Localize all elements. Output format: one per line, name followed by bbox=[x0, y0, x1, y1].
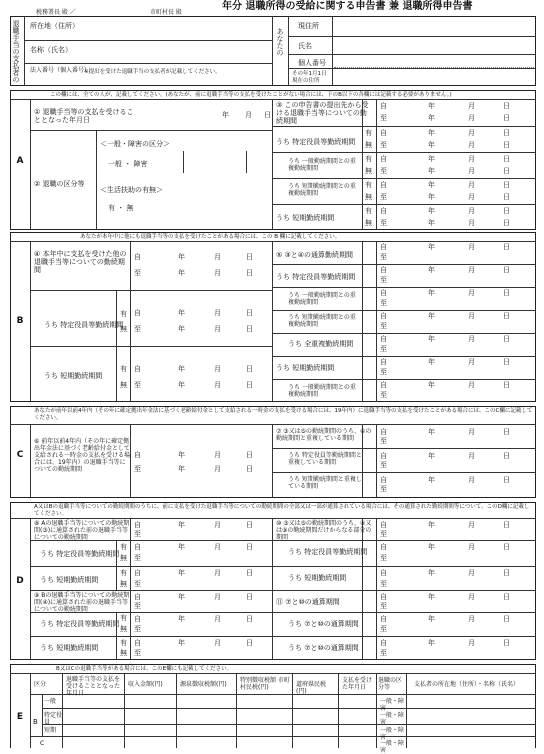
e-row-short: 短期 bbox=[44, 727, 57, 734]
b-r1-label: うち 特定役員等勤続期間 bbox=[44, 321, 124, 329]
d-q8-r2-label: うち 短期勤続期間 bbox=[40, 576, 99, 584]
applicant-id-label: 個人番号 bbox=[298, 59, 326, 67]
d-s2-label: うち 短期勤続期間 bbox=[288, 574, 347, 582]
payer-address-label: 所在地（住所） bbox=[30, 22, 79, 30]
c-q6-period-grid[interactable]: 自 至 年 年 月 月 日 日 bbox=[134, 451, 253, 473]
a-r2-label: うち 一般勤続期間との重複勤続期間 bbox=[288, 158, 356, 172]
e-kubun-opt-4[interactable]: 一般・障害 bbox=[380, 740, 405, 754]
e-col-kubun: 区分 bbox=[34, 681, 47, 688]
payer-name-field[interactable] bbox=[82, 42, 272, 62]
a-kubun-label: ＜一般・障害の区分＞ bbox=[100, 140, 170, 148]
e-col-retire-kubun: 退職の区分等 bbox=[378, 677, 403, 691]
applicant-jan-label: その年1月1日現在の住所 bbox=[292, 71, 327, 84]
c-right-period-grid[interactable]: 自 至 年 月 日 自 至 年 月 日 自 至 年 月 日 bbox=[380, 428, 510, 493]
b-left-period-grid[interactable]: 自 至 年 年 月 月 日 日 自 至 年 年 月 月 日 日 自 至 年 年 月 月 日 日 bbox=[134, 253, 253, 389]
e-row-c: C bbox=[40, 740, 45, 747]
b-s1-label: うち 特定役員等勤続期間 bbox=[276, 273, 356, 281]
d-s1-label: うち 特定役員等勤続期間 bbox=[288, 548, 368, 556]
section-a-note: この欄には、全ての人が、記載してください。(あなたが、前に退職手当等の支払を受けたことがない場合には、下のB以下の各欄には記載する必要がありません。) bbox=[50, 92, 452, 98]
d-s4-label: うち ⑦と⑩の通算期間 bbox=[288, 644, 359, 652]
tax-office-label: 税務署長 殿 ／ bbox=[36, 9, 76, 16]
c-r2-label: うち 短期勤続期間と重複している期間 bbox=[288, 476, 362, 490]
e-kubun-opt-1[interactable]: 一般・障害 bbox=[380, 698, 405, 712]
section-a-letter: A bbox=[16, 156, 24, 166]
a-period-grid[interactable]: 自 至 年 年 月 月 日 日 自 至 年 年 月 月 日 日 自 至 年 年 月 月 日 日 自 至 年 年 月 月 日 日 自 至 年 年 月 月 日 日 bbox=[380, 102, 510, 227]
b-r2-label: うち 短期勤続期間 bbox=[44, 372, 103, 380]
b-right-period-grid[interactable]: 自 至 年 月 日 自 至 年 月 日 自 至 年 月 日 自 至 年 月 日 自 至 年 月 日 自 至 年 月 日 自 至 年 月 日 bbox=[380, 243, 510, 399]
e-col-withholding: 源泉徴収税額(円) bbox=[180, 681, 227, 688]
applicant-name-label: 氏名 bbox=[298, 42, 312, 50]
e-data-rows[interactable] bbox=[64, 696, 534, 748]
b-s6-label: うち 一般勤続期間との重複勤続期間 bbox=[288, 384, 356, 398]
e-col-pref-tax: 道府県民税(円) bbox=[296, 681, 327, 695]
d-q8-r1-label: うち 特定役員等勤続期間 bbox=[40, 550, 120, 558]
d-q9-label: ⑨ Bの退職手当等についての勤続期間(④)に通算された前の退職手当等についての勤続期間 bbox=[34, 592, 130, 613]
e-kubun-opt-3[interactable]: 一般・障害 bbox=[380, 727, 405, 741]
c-q7-label: ⑦ ③又は⑤の勤続期間のうち、⑥の勤続期間と重複している期間 bbox=[276, 428, 372, 442]
c-r1-label: うち 特定役員等勤続期間と重複している期間 bbox=[288, 452, 362, 466]
b-s3-label: うち 短期勤続期間との重複勤続期間 bbox=[288, 314, 356, 328]
section-c-letter: C bbox=[16, 450, 24, 460]
a-r3-label: うち 短期勤続期間との重複勤続期間 bbox=[288, 183, 356, 197]
d-left-period-grid[interactable]: 自 至 年 月 日 自 至 年 月 日 自 至 年 月 日 自 至 年 月 日 自 至 年 月 日 自 至 年 月 日 bbox=[134, 521, 253, 657]
e-col-paid-date: 支払を受けた年月日 bbox=[342, 677, 373, 691]
d-q11-label: ⑪ ⑦と⑩の通算期間 bbox=[276, 598, 340, 606]
applicant-side-label: あなたの bbox=[276, 28, 284, 56]
e-col-date: 退職手当等の支払を受けることとなった年月日 bbox=[66, 676, 121, 697]
applicant-jan-address-field[interactable] bbox=[334, 70, 534, 85]
d-s3-label: うち ⑦と⑩の通算期間 bbox=[288, 620, 359, 628]
payer-name-label: 名称（氏名） bbox=[30, 46, 72, 54]
payer-address-field[interactable] bbox=[82, 18, 272, 38]
e-row-general: 一般 bbox=[44, 698, 57, 705]
section-d-note: A又はBの退職手当等についての勤続期間のうちに、前に支払を受けた退職手当等についての勤続期間の全部又は一部が通算されている場合には、その通算された勤続期間等について、このD欄に記載してください。 bbox=[34, 504, 530, 517]
e-row-officer: 特定役員 bbox=[44, 712, 63, 726]
e-col-city-tax: 特別徴収税額 市町村民税(円) bbox=[240, 677, 290, 691]
d-right-period-grid[interactable]: 自 至 年 月 日 自 至 年 月 日 自 至 年 月 日 自 至 年 月 日 自 至 年 月 日 自 至 年 月 日 bbox=[380, 521, 510, 657]
applicant-address-label: 現住所 bbox=[298, 22, 319, 30]
section-b-note: あなたが本年中に他にも退職手当等の支払を受けたことがある場合には、この B 欄に記載してください。 bbox=[80, 234, 341, 240]
e-row-b-label: B bbox=[33, 718, 38, 726]
section-b-letter: B bbox=[16, 316, 24, 326]
c-q6-label: ⑥ 前年以前4年内（その年に確定拠出年金法に基づく老齢給付金として支給される一時金の支払を受ける場合には、19年内）の退職手当等についての勤続期間 bbox=[34, 438, 131, 473]
tax-form-page: 税務署長 殿 ／ 市町村長 殿 年分 退職所得の受給に関する申告書 兼 退職所得申告書 退職手当の支払者の 所在地（住所） 名称（氏名） 法人番号（個人番号） ※提出を受けた退職手当の支払者が記載してください。 あなたの 現住所 氏名 個人番号 その年1月1日現在の住所 この欄には、全ての人が、記載してください。(あなたが、前に退職手当等の支払を受けたことがない場合には、下のB以下の各欄には記載する必要がありません。) A ① 退職手当等の支払を受けることとなった年月日 年 月 日 ② 退職の区分等 ＜一般・障害の区分＞ 一般 ・ 障害 ＜生活扶助の有無＞ 有 ・ 無 ③ この申告書の提出先から受ける退職手当等についての勤続期間 うち 特定役員等勤続期間 うち 一般勤続期間との重複勤続期間 うち 短期勤続期間との重複勤続期間 うち 短期勤続期間 自 至 年 年 月 月 日 日 自 至 年 年 月 月 日 日 自 至 年 年 月 月 日 日 自 至 年 年 月 月 日 日 自 至 年 年 月 月 日 日 有 無 有 無 有 無 有 無 あなたが本年中に他にも退職手当等の支払を受けたことがある場合には、この B 欄に記載してください。 B ④ 本年中に支払を受けた他の退職手当等についての勤続期間 うち 特定役員等勤続期間 うち 短期勤続期間 有 無 有 無 自 至 年 年 月 月 日 日 自 至 年 年 月 月 日 日 自 至 年 年 月 月 日 日 ⑤ ③と④の通算勤続期間 うち 特定役員等勤続期間 うち 一般勤続期間との重複勤続期間 うち 短期勤続期間との重複勤続期間 うち 全重複勤続期間 うち 短期勤続期間 うち 一般勤続期間との重複勤続期間 自 至 年 月 日 自 至 年 月 日 自 至 年 月 日 自 至 年 月 日 自 至 年 月 日 自 至 年 月 日 自 至 年 月 日 あなたが前年以前4年内（その年に確定拠出年金法に基づく老齢給付金として支給される一時金の支払を受ける場合には、19年内）に退職手当等の支払を受けたことがある場合には、このC欄に記載してください。 C ⑥ 前年以前4年内（その年に確定拠出年金法に基づく老齢給付金として支給される一時金の支払を受ける場合には、19年内）の退職手当等についての勤続期間 自 至 年 年 月 月 日 日 ⑦ ③又は⑤の勤続期間のうち、⑥の勤続期間と重複している期間 うち 特定役員等勤続期間と重複している期間 うち 短期勤続期間と重複している期間 自 至 年 月 日 自 至 年 月 日 自 至 年 月 日 A又はBの退職手当等についての勤続期間のうちに、前に支払を受けた退職手当等についての勤続期間の全部又は一部が通算されている場合には、その通算された勤続期間等について、このD欄に記載してください。 D ⑧ Aの退職手当等についての勤続期間(③)に通算された前の退職手当等についての勤続期間 うち 特定役員等勤続期間 うち 短期勤続期間 ⑨ Bの退職手当等についての勤続期間(④)に通算された前の退職手当等についての勤続期間 うち 特定役員等勤続期間 うち 短期勤続期間 有 無 有 無 有 無 有 無 自 至 年 月 日 自 至 年 月 日 自 至 年 月 日 自 至 年 月 日 自 至 年 月 日 自 至 年 月 日 ⑩ ③又は⑤の勤続期間のうち、⑧又は⑨の勤続期間だけからなる部分の期間 うち 特定役員等勤続期間 うち 短期勤続期間 ⑪ ⑦と⑩の通算期間 うち ⑦と⑩の通算期間 うち ⑦と⑩の通算期間 自 至 年 月 日 自 至 年 月 日 自 至 年 月 日 自 至 年 月 日 自 至 年 月 日 自 至 年 月 日 B又はCの退職手当等がある場合には、このE欄にも記載してください。 E 区分 退職手当等の支払を受けることとなった年月日 収入金額(円) 源泉徴収税額(円) 特別徴収税額 市町村民税(円) 道府県民税(円) 支払を受けた年月日 退職の区分等 支払者の所在地（住所）・名称（氏名） B 一般 特定役員 短期 C 一般・障害 一般・障害 一般・障害 一般・障害 bbox=[0, 0, 544, 748]
a-q1-label: ① 退職手当等の支払を受けることとなった年月日 bbox=[34, 108, 134, 124]
city-office-label: 市町村長 殿 bbox=[150, 9, 182, 16]
b-q5-label: ⑤ ③と④の通算勤続期間 bbox=[276, 251, 354, 259]
a-kubun-bracket bbox=[183, 151, 247, 173]
applicant-id-field[interactable] bbox=[334, 56, 534, 68]
payer-id-label: 法人番号（個人番号） bbox=[30, 67, 91, 74]
e-kubun-opt-2[interactable]: 一般・障害 bbox=[380, 712, 405, 726]
a-r1-label: うち 特定役員等勤続期間 bbox=[276, 138, 356, 146]
e-col-income: 収入金額(円) bbox=[128, 681, 163, 688]
a-q1-date-field[interactable] bbox=[140, 104, 270, 126]
applicant-address-field[interactable] bbox=[334, 18, 534, 34]
b-s4-label: うち 全重複勤続期間 bbox=[288, 340, 354, 348]
d-q8-label: ⑧ Aの退職手当等についての勤続期間(③)に通算された前の退職手当等についての勤続期間 bbox=[34, 520, 130, 541]
a-r4-label: うち 短期勤続期間 bbox=[276, 214, 335, 222]
a-q3-label: ③ この申告書の提出先から受ける退職手当等についての勤続期間 bbox=[276, 101, 369, 125]
a-seikatsu-options[interactable]: 有 ・ 無 bbox=[108, 204, 134, 212]
a-kubun-options[interactable]: 一般 ・ 障害 bbox=[108, 160, 148, 168]
b-s2-label: うち 一般勤続期間との重複勤続期間 bbox=[288, 292, 356, 306]
d-q10-label: ⑩ ③又は⑤の勤続期間のうち、⑧又は⑨の勤続期間だけからなる部分の期間 bbox=[276, 520, 372, 541]
payer-id-note: ※提出を受けた退職手当の支払者が記載してください。 bbox=[84, 69, 221, 75]
a-seikatsu-label: ＜生活扶助の有無＞ bbox=[100, 186, 163, 194]
section-e-note: B又はCの退職手当等がある場合には、このE欄にも記載してください。 bbox=[56, 666, 233, 672]
section-e-letter: E bbox=[16, 712, 24, 722]
d-q9-r2-label: うち 短期勤続期間 bbox=[40, 644, 99, 652]
a-q2-label: ② 退職の区分等 bbox=[34, 180, 85, 188]
section-c-note: あなたが前年以前4年内（その年に確定拠出年金法に基づく老齢給付金として支給される一時金の支払を受ける場合には、19年内）に退職手当等の支払を受けたことがある場合には、このC欄に記載してください。 bbox=[34, 408, 533, 421]
b-q4-label: ④ 本年中に支払を受けた他の退職手当等についての勤続期間 bbox=[34, 250, 127, 274]
applicant-name-field[interactable] bbox=[334, 38, 534, 53]
form-title: 年分 退職所得の受給に関する申告書 兼 退職所得申告書 bbox=[222, 1, 473, 12]
payer-side-label: 退職手当の支払者の bbox=[12, 20, 20, 83]
e-col-payer: 支払者の所在地（住所）・名称（氏名） bbox=[414, 681, 520, 688]
section-d-letter: D bbox=[16, 576, 24, 586]
b-s5-label: うち 短期勤続期間 bbox=[276, 364, 335, 372]
d-q9-r1-label: うち 特定役員等勤続期間 bbox=[40, 620, 120, 628]
